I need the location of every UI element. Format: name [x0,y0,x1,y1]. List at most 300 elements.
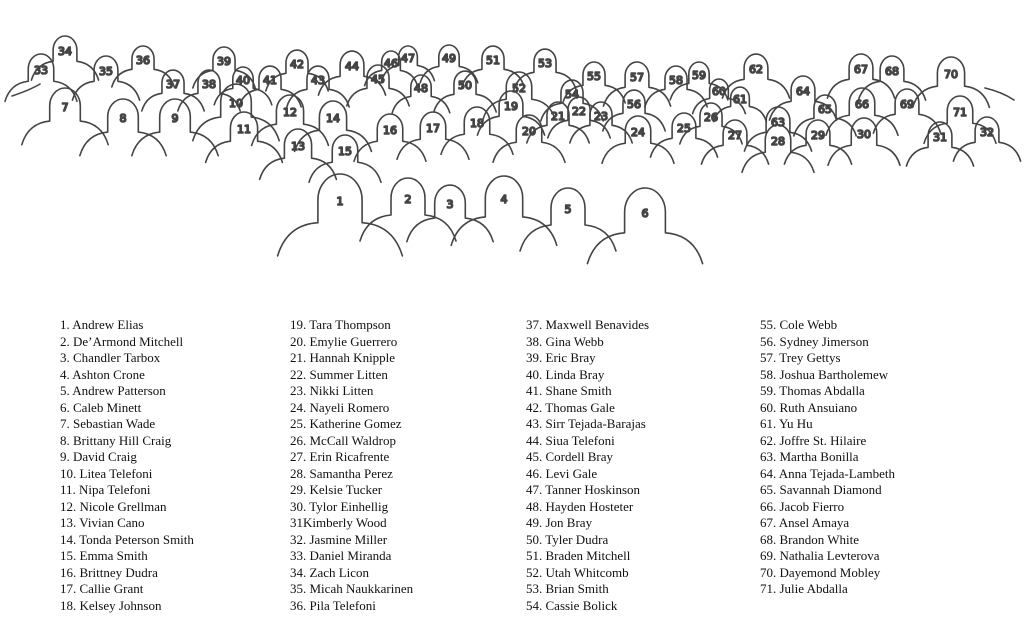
legend-number: 2 [60,333,67,349]
legend-name: Trey Gettys [779,350,841,365]
legend-item [290,350,530,367]
legend-item [526,598,766,615]
legend-item [60,466,300,483]
silhouette-number-label: 10 [229,97,243,110]
legend-separator: . [303,548,310,563]
legend-number: 40 [526,366,539,382]
person-silhouette [404,185,493,242]
silhouette-number-label: 22 [572,105,586,118]
legend-name: Caleb Minett [73,399,142,415]
legend-item [290,449,530,466]
legend-item [760,433,1000,450]
legend-number: 25 [290,416,303,431]
legend-separator: . [73,581,80,596]
legend-number: 44 [526,432,539,448]
legend-separator: . [773,449,780,464]
legend-name: Emylie Guerrero [309,333,398,349]
legend-name: Nayeli Romero [309,399,390,415]
legend-number: 1 [60,317,67,332]
silhouette-number-label: 3 [446,198,454,211]
silhouette-number-label: 7 [61,101,69,114]
silhouette-number-label: 47 [401,52,415,65]
legend-number: 65 [760,482,773,497]
silhouette-number-label: 30 [857,128,871,141]
legend-name: Tonda Peterson Smith [79,531,194,547]
legend-number: 28 [290,465,303,481]
legend-name: Ansel Amaya [778,515,850,530]
legend-separator: . [539,383,546,398]
legend-number: 67 [760,515,773,530]
legend-number: 33 [290,548,303,563]
legend-number: 41 [526,383,539,398]
legend-separator: . [73,597,80,613]
legend-item [526,515,766,532]
legend-name: Cassie Bolick [545,597,618,613]
legend-number: 50 [526,531,539,547]
legend-separator: . [539,548,546,563]
legend-separator: . [303,333,310,349]
legend-separator: . [303,399,310,415]
legend-name: Hayden Hosteter [545,498,634,514]
person-silhouette [784,120,851,164]
legend-name: Samantha Perez [309,465,393,481]
legend-number: 20 [290,333,303,349]
silhouette-number-label: 38 [202,78,216,91]
silhouette-number-label: 43 [311,74,325,87]
legend-item [526,400,766,417]
silhouette-number-label: 44 [345,60,359,73]
silhouette-number-label: 57 [630,71,644,84]
legend-number: 48 [526,498,539,514]
legend-separator: . [539,531,546,547]
legend-item [526,466,766,483]
legend-item [526,433,766,450]
person-silhouette [193,84,279,141]
legend-item [760,334,1000,351]
legend-number: 22 [290,366,303,382]
silhouette-number-label: 5 [564,203,572,216]
legend-separator: . [539,399,546,415]
legend-separator: . [73,531,80,547]
silhouette-number-label: 4 [500,193,508,206]
silhouette-number-label: 53 [538,57,552,70]
legend-item [60,499,300,516]
legend-number: 9 [60,449,67,464]
legend-separator: . [66,366,73,382]
legend-separator: . [303,564,310,580]
legend-separator: . [303,449,310,464]
legend-number: 8 [60,432,67,448]
silhouette-number-label: 9 [171,112,179,125]
legend-name: McCall Waldrop [309,432,396,448]
silhouette-number-label: 48 [414,82,428,95]
legend-item [60,449,300,466]
silhouette-number-label: 67 [854,63,868,76]
legend-name: Brian Smith [545,581,609,596]
legend-column-2 [290,317,530,614]
legend-name: Andrew Elias [72,317,144,332]
legend-separator: . [773,515,779,530]
silhouette-number-label: 13 [291,140,305,153]
legend-item [60,317,300,334]
silhouette-number-label: 49 [442,52,456,65]
legend-separator: . [303,465,310,481]
legend-separator: . [303,498,310,514]
legend-number: 45 [526,449,539,464]
legend-number: 63 [760,449,773,464]
legend-item [760,449,1000,466]
legend-name: Sydney Jimerson [779,333,869,349]
legend-separator: . [66,333,73,349]
legend-item [290,400,530,417]
legend-name: Ruth Ansuiano [779,399,858,415]
silhouette-number-label: 40 [236,74,250,87]
silhouette-number-label: 56 [627,98,641,111]
legend-name: Zach Licon [309,564,370,580]
legend-item [290,433,530,450]
legend-name: Chandler Tarbox [73,350,161,365]
legend-item [526,383,766,400]
legend-item [290,367,530,384]
legend-separator: . [303,432,310,448]
person-silhouette [587,188,702,264]
legend-item [760,482,1000,499]
legend-separator: . [773,465,779,481]
legend-name: Yu Hu [779,416,813,431]
person-silhouette [278,174,403,256]
legend-item [290,383,530,400]
legend-number: 14 [60,531,73,547]
legend-separator: . [303,581,310,596]
legend-separator: . [303,366,310,382]
silhouette-number-label: 70 [944,68,958,81]
legend-name: David Craig [73,449,137,464]
legend-name: Siua Telefoni [545,432,615,448]
silhouette-number-label: 32 [980,126,994,139]
legend-item [290,499,530,516]
silhouette-number-label: 37 [166,78,180,91]
legend-item [60,350,300,367]
legend-item [526,548,766,565]
legend-name: Shane Smith [545,383,612,398]
silhouette-number-label: 66 [855,98,869,111]
silhouette-number-label: 11 [237,123,251,136]
legend-name: Tyler Dudra [545,531,609,547]
legend-separator: . [773,416,780,431]
legend-number: 17 [60,581,73,596]
person-silhouette [906,122,973,166]
legend-number: 11 [60,482,73,497]
legend-number: 35 [290,581,303,596]
legend-separator: . [73,564,80,580]
legend-number: 71 [760,581,773,596]
legend-name: Hannah Knipple [309,350,396,365]
legend-name: Ashton Crone [72,366,145,382]
legend-separator: . [66,317,73,332]
legend-number: 49 [526,515,539,530]
legend-column-3 [526,317,766,614]
legend-name: Kelsey Johnson [79,597,162,613]
legend-number: 37 [526,317,539,332]
legend-item [760,383,1000,400]
legend-item [290,515,530,532]
legend-item [60,334,300,351]
legend-number: 38 [526,333,539,349]
legend-item [290,317,530,334]
legend-separator: . [303,531,310,547]
silhouette-number-label: 58 [669,74,683,87]
legend-number: 70 [760,564,773,580]
legend-number: 7 [60,416,67,431]
legend-item [760,367,1000,384]
legend-item [290,532,530,549]
legend-name: Jon Bray [545,515,593,530]
legend-separator: . [73,548,80,563]
legend-number: 29 [290,482,303,497]
legend-number: 39 [526,350,539,365]
legend-separator: . [773,482,780,497]
person-silhouette [701,120,768,164]
legend-separator: . [773,564,780,580]
legend-name: Jacob Fierro [779,498,845,514]
legend-separator: . [66,449,73,464]
legend-separator: . [303,482,310,497]
legend-name: Nicole Grellman [79,498,167,514]
legend-name: Kimberly Wood [303,515,387,530]
legend-item [760,400,1000,417]
silhouette-number-label: 36 [136,54,150,67]
legend-separator: . [303,597,310,613]
legend-item [60,598,300,615]
legend-name: Eric Bray [545,350,596,365]
legend-item [60,416,300,433]
legend-separator: . [73,498,80,514]
silhouette-sketch [0,0,1024,300]
legend-item [760,416,1000,433]
legend-item [290,482,530,499]
legend-number: 32 [290,531,303,547]
legend-item [290,334,530,351]
silhouette-number-label: 19 [504,100,518,113]
legend-item [760,466,1000,483]
legend-item [60,400,300,417]
person-silhouette [451,176,557,245]
legend-name: Tanner Hoskinson [545,482,641,497]
legend-number: 15 [60,548,73,563]
legend-name: Nipa Telefoni [79,482,151,497]
silhouette-number-label: 18 [470,117,484,130]
legend-separator: . [539,416,546,431]
legend-separator: . [303,350,310,365]
legend-item [526,581,766,598]
legend-separator: . [66,383,73,398]
legend-name: Callie Grant [79,581,144,596]
legend-number: 16 [60,564,73,580]
silhouette-number-label: 39 [217,55,231,68]
silhouette-number-label: 27 [728,129,742,142]
legend-item [526,334,766,351]
legend-name: Vivian Cano [79,515,145,530]
legend-name: Andrew Patterson [72,383,166,398]
person-silhouette [354,114,426,161]
legend-separator: . [773,317,780,332]
legend-name: Dayemond Mobley [779,564,881,580]
legend-name: Brandon White [779,531,860,547]
legend-number: 12 [60,498,73,514]
person-silhouette [742,125,814,172]
silhouette-number-label: 63 [771,116,785,129]
legend-item [526,532,766,549]
legend-name: Summer Litten [309,366,388,382]
silhouette-number-label: 14 [326,112,340,125]
legend-name: Jasmine Miller [309,531,388,547]
legend-item [60,532,300,549]
legend-separator: . [539,498,546,514]
legend-item [760,515,1000,532]
legend-number: 27 [290,449,303,464]
legend-name: Brittany Hill Craig [73,432,172,448]
silhouette-number-label: 42 [290,58,304,71]
silhouette-number-label: 23 [594,110,608,123]
legend-name: Nikki Litten [309,383,374,398]
legend-number: 4 [60,366,67,382]
legend-item [526,367,766,384]
silhouette-number-label: 21 [551,110,565,123]
silhouette-number-label: 28 [771,135,785,148]
legend-name: Utah Whitcomb [545,564,629,580]
legend-number: 52 [526,564,539,580]
legend-separator: . [773,432,780,448]
legend-number: 36 [290,597,303,613]
silhouette-number-label: 6 [641,207,649,220]
legend-separator: . [539,317,546,332]
legend-name: Pila Telefoni [309,597,376,613]
silhouette-number-label: 26 [704,111,718,124]
legend-item [526,482,766,499]
silhouette-number-label: 62 [749,63,763,76]
legend-name: Anna Tejada-Lambeth [778,465,895,481]
silhouette-number-label: 55 [587,70,601,83]
legend-separator: . [539,366,546,382]
legend-number: 58 [760,366,773,382]
legend-separator: . [539,333,546,349]
legend-item [290,466,530,483]
silhouette-number-label: 71 [953,106,967,119]
legend-name: Julie Abdalla [779,581,848,596]
silhouette-number-label: 12 [283,106,297,119]
legend-item [526,499,766,516]
legend-number: 68 [760,531,773,547]
legend-number: 64 [760,465,773,481]
legend-name: Nathalia Levterova [779,548,880,563]
legend-separator: . [773,531,780,547]
legend-number: 23 [290,383,303,398]
legend-name: Cordell Bray [545,449,614,464]
legend-separator: . [539,432,546,448]
silhouette-number-label: 35 [99,65,113,78]
silhouette-number-label: 16 [383,124,397,137]
legend-name: Linda Bray [545,366,605,382]
silhouette-number-label: 68 [885,65,899,78]
silhouette-number-label: 8 [119,112,127,125]
legend-number: 53 [526,581,539,596]
legend-separator: . [303,317,310,332]
legend-separator: . [539,465,546,481]
silhouette-number-label: 15 [338,145,352,158]
legend-name: Gina Webb [545,333,604,349]
legend-name: Emma Smith [79,548,148,563]
person-silhouette [80,99,166,156]
legend-name: Thomas Abdalla [779,383,865,398]
legend-number: 61 [760,416,773,431]
legend-number: 6 [60,399,67,415]
legend-item [760,499,1000,516]
legend-name: Tara Thompson [309,317,391,332]
legend-name: Brittney Dudra [79,564,158,580]
legend-separator: . [539,597,546,613]
legend-separator: . [773,498,780,514]
legend-separator: . [773,581,780,596]
legend-name: Litea Telefoni [79,465,153,481]
legend-separator: . [73,465,80,481]
legend-name: Joffre St. Hilaire [779,432,867,448]
silhouette-number-label: 50 [458,79,472,92]
legend-item [60,515,300,532]
legend-item [60,433,300,450]
legend-name: De’Armond Mitchell [73,333,184,349]
legend-item [60,367,300,384]
legend-number: 66 [760,498,773,514]
legend-number: 21 [290,350,303,365]
legend-item [60,565,300,582]
legend-number: 47 [526,482,539,497]
legend-number: 10 [60,465,73,481]
legend-separator: . [66,399,73,415]
legend-name: Savannah Diamond [779,482,882,497]
silhouette-number-label: 33 [34,64,48,77]
legend-item [760,350,1000,367]
legend-number: 13 [60,515,73,530]
legend-separator: . [66,350,73,365]
legend-item [60,482,300,499]
legend-number: 69 [760,548,773,563]
legend-name: Cole Webb [779,317,838,332]
legend-name: Martha Bonilla [779,449,859,464]
legend-separator: . [773,366,780,382]
silhouette-number-label: 60 [712,85,726,98]
silhouette-number-label: 34 [58,45,72,58]
legend-number: 42 [526,399,539,415]
legend-number: 54 [526,597,539,613]
legend-item [60,581,300,598]
legend-name: Kelsie Tucker [309,482,383,497]
legend-number: 5 [60,383,67,398]
legend-number: 18 [60,597,73,613]
legend-separator: . [539,482,546,497]
legend-item [760,581,1000,598]
legend-number: 34 [290,564,303,580]
legend-name: Erin Ricafrente [309,449,390,464]
legend-separator: . [539,350,546,365]
legend-name: Braden Mitchell [545,548,631,563]
legend-number: 62 [760,432,773,448]
legend-item [290,416,530,433]
legend-separator: . [773,333,780,349]
legend-name: Levi Gale [545,465,598,481]
silhouette-number-label: 2 [404,193,412,206]
legend-separator: . [539,449,546,464]
legend-item [60,548,300,565]
